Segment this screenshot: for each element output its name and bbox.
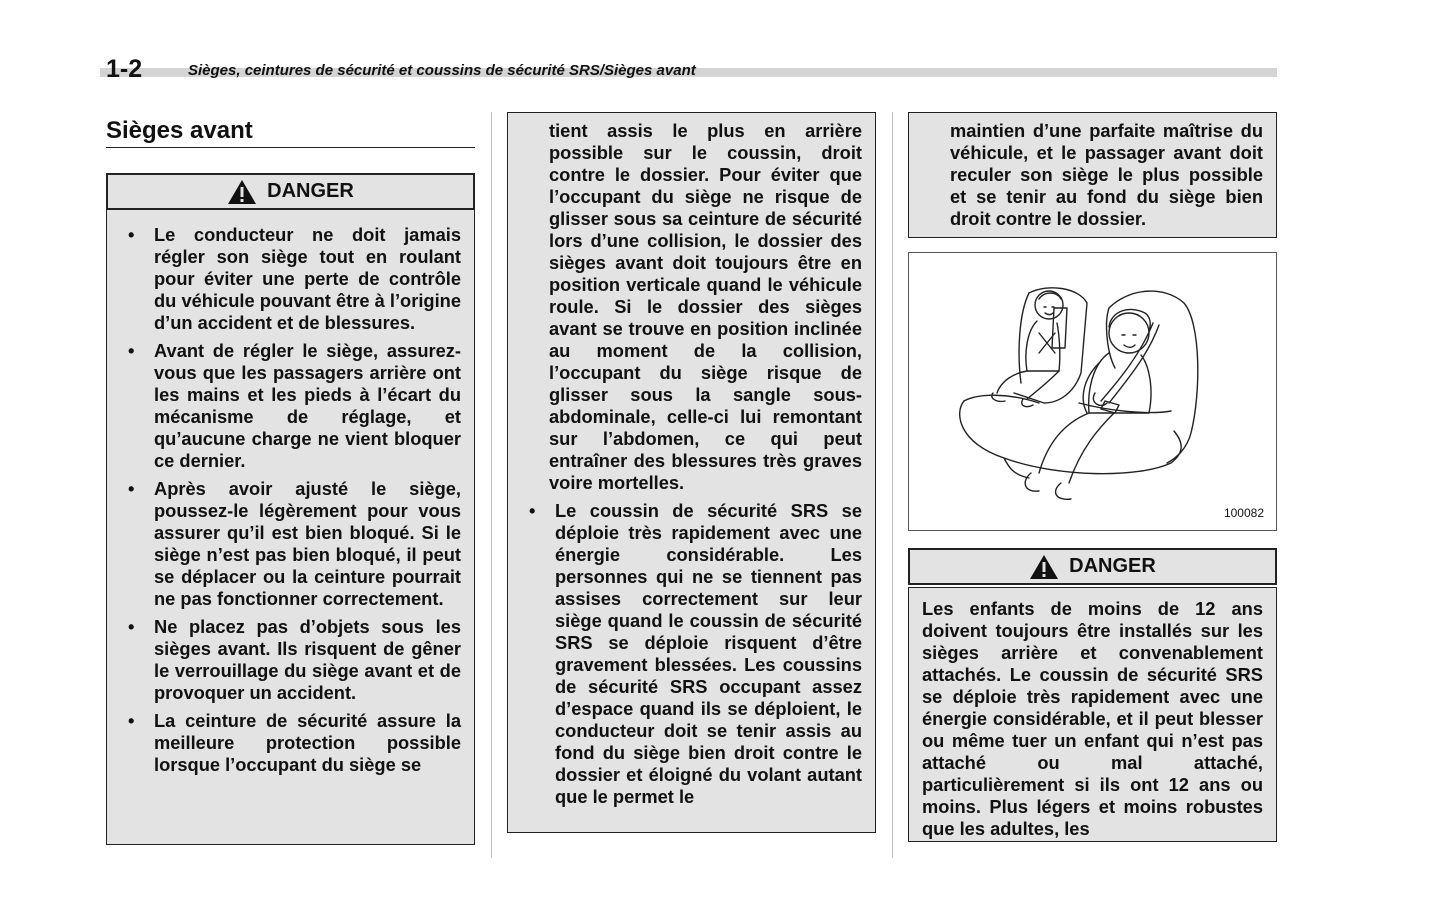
danger-box-2 [908, 587, 1277, 842]
danger-bullet-list-2 [515, 500, 862, 808]
danger-text-children: Les enfants de moins de 12 ans doivent toujours être installés sur les sièges arrière et convenablement attachés. Le coussin de sécurité SRS se déploie très rapidement avec une énergie considérable, et il peut blesser ou même tuer un enfant qui n’est pas attaché ou mal attaché, particulièrement si ils ont 12 ans ou moins. Plus légers et moins robustes que les adultes, les [922, 598, 1263, 839]
danger-bullet-list-1 [114, 224, 461, 776]
child-seat-illustration [909, 253, 1276, 530]
page-number: 1-2 [106, 55, 143, 83]
list-item: • Ne placez pas d’objets sous les sièges avant. Ils risquent de gêner le verrouillage du siège avant et de provoquer un accident. [114, 616, 461, 704]
warning-triangle-icon [227, 179, 257, 205]
column-divider-1 [491, 112, 492, 858]
danger-box-1 [106, 209, 475, 845]
danger-label: DANGER [267, 180, 354, 202]
section-title-rule [106, 147, 475, 148]
running-header-title: Sièges, ceintures de sécurité et coussins de sécurité SRS/Sièges avant [188, 62, 696, 79]
danger-header-2 [908, 548, 1277, 585]
list-item: • Le conducteur ne doit jamais régler son siège tout en roulant pour éviter une perte de contrôle du véhicule pouvant être à l’origine d’un accident et de blessures. [114, 224, 461, 334]
illustration-children-seats [908, 252, 1277, 531]
warning-triangle-icon [1029, 554, 1059, 580]
list-item: • La ceinture de sécurité assure la meilleure protection possible lorsque l’occupant du siège se [114, 710, 461, 776]
column-divider-2 [892, 112, 893, 858]
danger-continuation-text: tient assis le plus en arrière possible sur le coussin, droit contre le dossier. Pour éviter que l’occupant du siège ne risque de glisser sous sa ceinture de sécurité lors d’une collision, le dossier des sièges avant doit toujours être en position verticale quand le véhicule roule. Si le dossier des sièges avant se trouve en position inclinée au moment de la collision, l’occupant du siège risque de glisser sous la sangle sous-abdominale, celle-ci lui remontant sur l’abdomen, ce qui peut entraîner des blessures très graves voire mortelles. [549, 120, 862, 493]
danger-continuation-text: maintien d’une parfaite maîtrise du véhicule, et le passager avant doit reculer son siège le plus possible et se tenir au fond du siège bien droit contre le dossier. [950, 120, 1263, 229]
list-item: • Après avoir ajusté le siège, poussez-le légèrement pour vous assurer qu’il est bien bloqué. Si le siège n’est pas bien bloqué, il peut se déplacer ou la ceinture pourrait ne pas fonctionner correctement. [114, 478, 461, 610]
danger-label: DANGER [1069, 555, 1156, 577]
list-item: • Avant de régler le siège, assurez-vous que les passagers arrière ont les mains et les pieds à l’écart du mécanisme de réglage, et qu’aucune charge ne vient bloquer ce dernier. [114, 340, 461, 472]
danger-box-continued [507, 112, 876, 833]
section-title: Sièges avant [106, 117, 253, 144]
figure-code: 100082 [1223, 506, 1264, 520]
list-item: • Le coussin de sécurité SRS se déploie très rapidement avec une énergie considérable. Les personnes qui ne se tiennent pas assises correctement sur leur siège quand le coussin de sécurité SRS se déploie risquent d’être gravement blessées. Les coussins de sécurité SRS occupant assez d’espace quand ils se déploient, le conducteur doit se tenir assis au fond du siège bien droit contre le dossier et éloigné du volant autant que le permet le [515, 500, 862, 808]
danger-header-1 [106, 173, 475, 210]
danger-box-continued-2 [908, 112, 1277, 238]
